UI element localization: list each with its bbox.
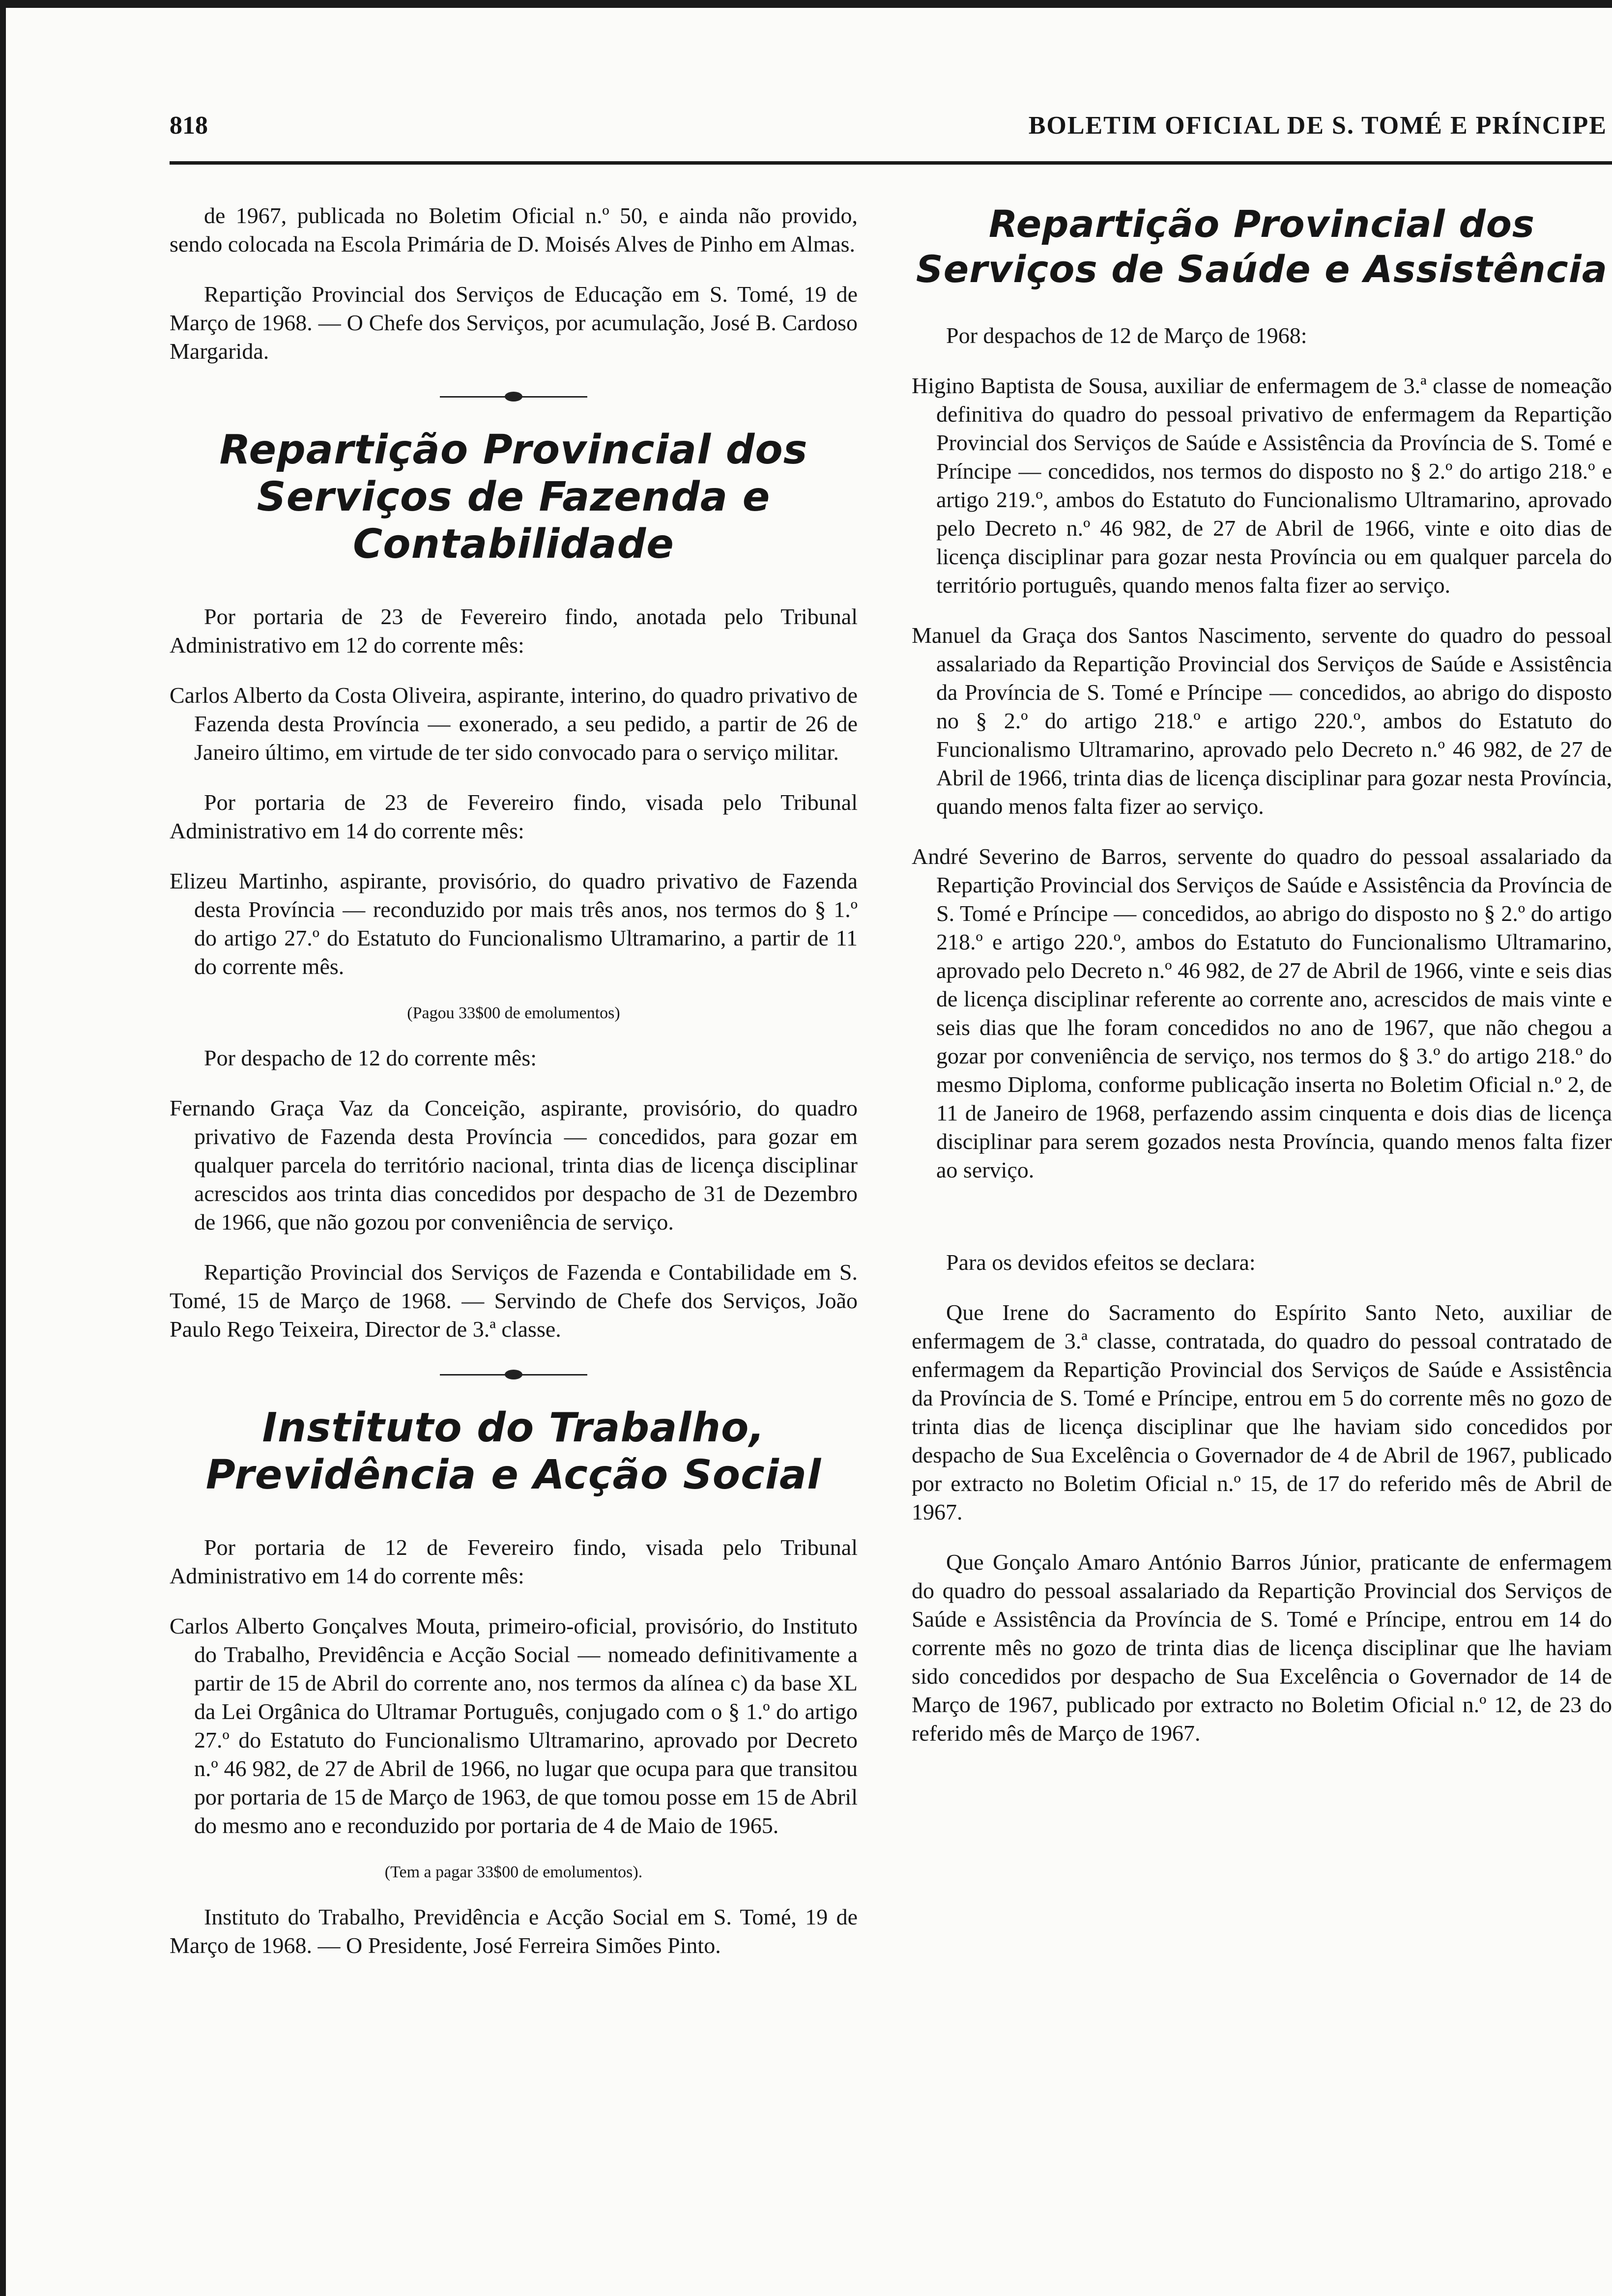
paragraph: Por despacho de 12 do corrente mês: [204,1045,537,1070]
paragraph: Repartição Provincial dos Serviços de Educação em S. Tomé, 19 de Março de 1968. — O Chefe dos Serviços, por acumulação, José B. Cardoso Margarida. [170,282,858,364]
paragraph: de 1967, publicada no Boletim Oficial n.º 50, e ainda não provido, sendo colocada na Escola Primária de D. Moisés Alves de Pinho em Almas. [170,203,858,257]
paragraph: Para os devidos efeitos se declara: [946,1250,1256,1275]
paragraph: Elizeu Martinho, aspirante, provisório, do quadro privativo de Fazenda desta Província — reconduzido por mais três anos, nos termos do § 1.º do artigo 27.º do Estatuto do Funcionalismo Ultramarino, a partir de 11 do corrente mês. [170,868,858,979]
section-heading-fazenda: Repartição Provincial dos Serviços de Fazenda e Contabilidade [219,427,808,568]
section-separator [440,387,587,407]
page-number: 818 [170,112,208,140]
paragraph: Repartição Provincial dos Serviços de Fazenda e Contabilidade em S. Tomé, 15 de Março de 1968. — Servindo de Chefe dos Serviços, João Paulo Rego Teixeira, Director de 3.ª classe. [170,1260,858,1342]
running-header [170,111,1612,145]
left-column [170,201,858,1981]
paragraph: Por portaria de 23 de Fevereiro findo, anotada pelo Tribunal Administrativo em 12 do corrente mês: [170,604,858,658]
paragraph: Carlos Alberto da Costa Oliveira, aspirante, interino, do quadro privativo de Fazenda desta Província — exonerado, a seu pedido, a partir de 26 de Janeiro último, em virtude de ter sido convocado para o serviço militar. [170,683,858,765]
paragraph: Que Irene do Sacramento do Espírito Santo Neto, auxiliar de enfermagem de 3.ª classe, contratada, do quadro do pessoal contratado de enfermagem da Repartição Provincial dos Serviços de Saúde e Assistência da Província de S. Tomé e Príncipe, entrou em 5 do corrente mês no gozo de trinta dias de licença disciplinar que lhe haviam sido concedidos por despacho de Sua Excelência o Governador de 4 de Abril de 1967, publicado por extracto no Boletim Oficial n.º 15, de 17 do referido mês de Abril de 1967. [912,1300,1612,1524]
section-heading-trabalho: Instituto do Trabalho, Previdência e Acção Social [205,1405,822,1498]
journal-title: BOLETIM OFICIAL DE S. TOMÉ E PRÍNCIPE [1028,112,1607,140]
paragraph: Carlos Alberto Gonçalves Mouta, primeiro-oficial, provisório, do Instituto do Trabalho, Previdência e Acção Social — nomeado definitivamente a partir de 15 de Abril do corrente ano, nos termos da alínea c) da base XL da Lei Orgânica do Ultramar Português, conjugado com o § 1.º do artigo 27.º do Estatuto do Funcionalismo Ultramarino, aprovado por Decreto n.º 46 982, de 27 de Abril de 1966, no lugar que ocupa para que transitou por portaria de 15 de Março de 1963, de que tomou posse em 15 de Abril do mesmo ano e reconduzido por portaria de 4 de Maio de 1965. [170,1613,858,1838]
header-rule [170,161,1612,165]
page-top-edge [0,0,1612,8]
page-left-edge [0,0,6,2296]
paragraph: Higino Baptista de Sousa, auxiliar de enfermagem de 3.ª classe de nomeação definitiva do quadro do pessoal privativo de enfermagem da Repartição Provincial dos Serviços de Saúde e Assistência da Província de S. Tomé e Príncipe — concedidos, nos termos do disposto no § 2.º do artigo 218.º e artigo 219.º, ambos do Estatuto do Funcionalismo Ultramarino, aprovado pelo Decreto n.º 46 982, de 27 de Abril de 1966, vinte e oito dias de licença disciplinar para gozar nesta Província ou em qualquer parcela do território português, quando menos falta fizer ao serviço. [912,373,1612,598]
paragraph: Instituto do Trabalho, Previdência e Acção Social em S. Tomé, 19 de Março de 1968. — O Presidente, José Ferreira Simões Pinto. [170,1904,858,1958]
right-column [912,201,1612,1769]
emolument-note: (Tem a pagar 33$00 de emolumentos). [384,1863,643,1881]
paragraph: Fernando Graça Vaz da Conceição, aspirante, provisório, do quadro privativo de Fazenda desta Província — concedidos, para gozar em qualquer parcela do território nacional, trinta dias de licença disciplinar acrescidos aos trinta dias concedidos por despacho de 31 de Dezembro de 1966, que não gozou por conveniência de serviço. [170,1095,858,1234]
paragraph: Por despachos de 12 de Março de 1968: [946,323,1307,348]
paragraph: Por portaria de 23 de Fevereiro findo, visada pelo Tribunal Administrativo em 14 do corrente mês: [170,790,858,843]
emolument-note: (Pagou 33$00 de emolumentos) [407,1004,620,1022]
paragraph: Que Gonçalo Amaro António Barros Júnior, praticante de enfermagem do quadro do pessoal assalariado da Repartição Provincial dos Serviços de Saúde e Assistência da Província de S. Tomé e Príncipe, entrou em 14 do corrente mês no gozo de trinta dias de licença disciplinar que lhe haviam sido concedidos por despacho de Sua Excelência o Governador de 14 de Março de 1967, publicado por extracto no Boletim Oficial n.º 12, de 23 do referido mês de Março de 1967. [912,1550,1612,1746]
section-heading-saude: Repartição Provincial dos Serviços de Saúde e Assistência [916,202,1608,291]
section-separator [440,1365,587,1385]
paragraph: Por portaria de 12 de Fevereiro findo, visada pelo Tribunal Administrativo em 14 do corrente mês: [170,1535,858,1588]
paragraph: André Severino de Barros, servente do quadro do pessoal assalariado da Repartição Provincial dos Serviços de Saúde e Assistência da Província de S. Tomé e Príncipe — concedidos, ao abrigo do disposto no § 2.º do artigo 218.º e artigo 220.º, ambos do Estatuto do Funcionalismo Ultramarino, aprovado pelo Decreto n.º 46 982, de 27 de Abril de 1966, vinte e seis dias de licença disciplinar referente ao corrente ano, acrescidos de mais vinte e seis dias que lhe foram concedidos no ano de 1967, que não chegou a gozar por conveniência de serviço, nos termos do § 3.º do artigo 218.º do mesmo Diploma, conforme publicação inserta no Boletim Oficial n.º 2, de 11 de Janeiro de 1968, perfazendo assim cinquenta e dois dias de licença disciplinar para serem gozados nesta Província, quando menos falta fizer ao serviço. [912,844,1612,1182]
paragraph: Manuel da Graça dos Santos Nascimento, servente do quadro do pessoal assalariado da Repartição Provincial dos Serviços de Saúde e Assistência da Província de S. Tomé e Príncipe — concedidos, ao abrigo do disposto no § 2.º do artigo 218.º e artigo 220.º, ambos do Estatuto do Funcionalismo Ultramarino, aprovado pelo Decreto n.º 46 982, de 27 de Abril de 1966, trinta dias de licença disciplinar para gozar nesta Província, quando menos falta fizer ao serviço. [912,623,1612,819]
